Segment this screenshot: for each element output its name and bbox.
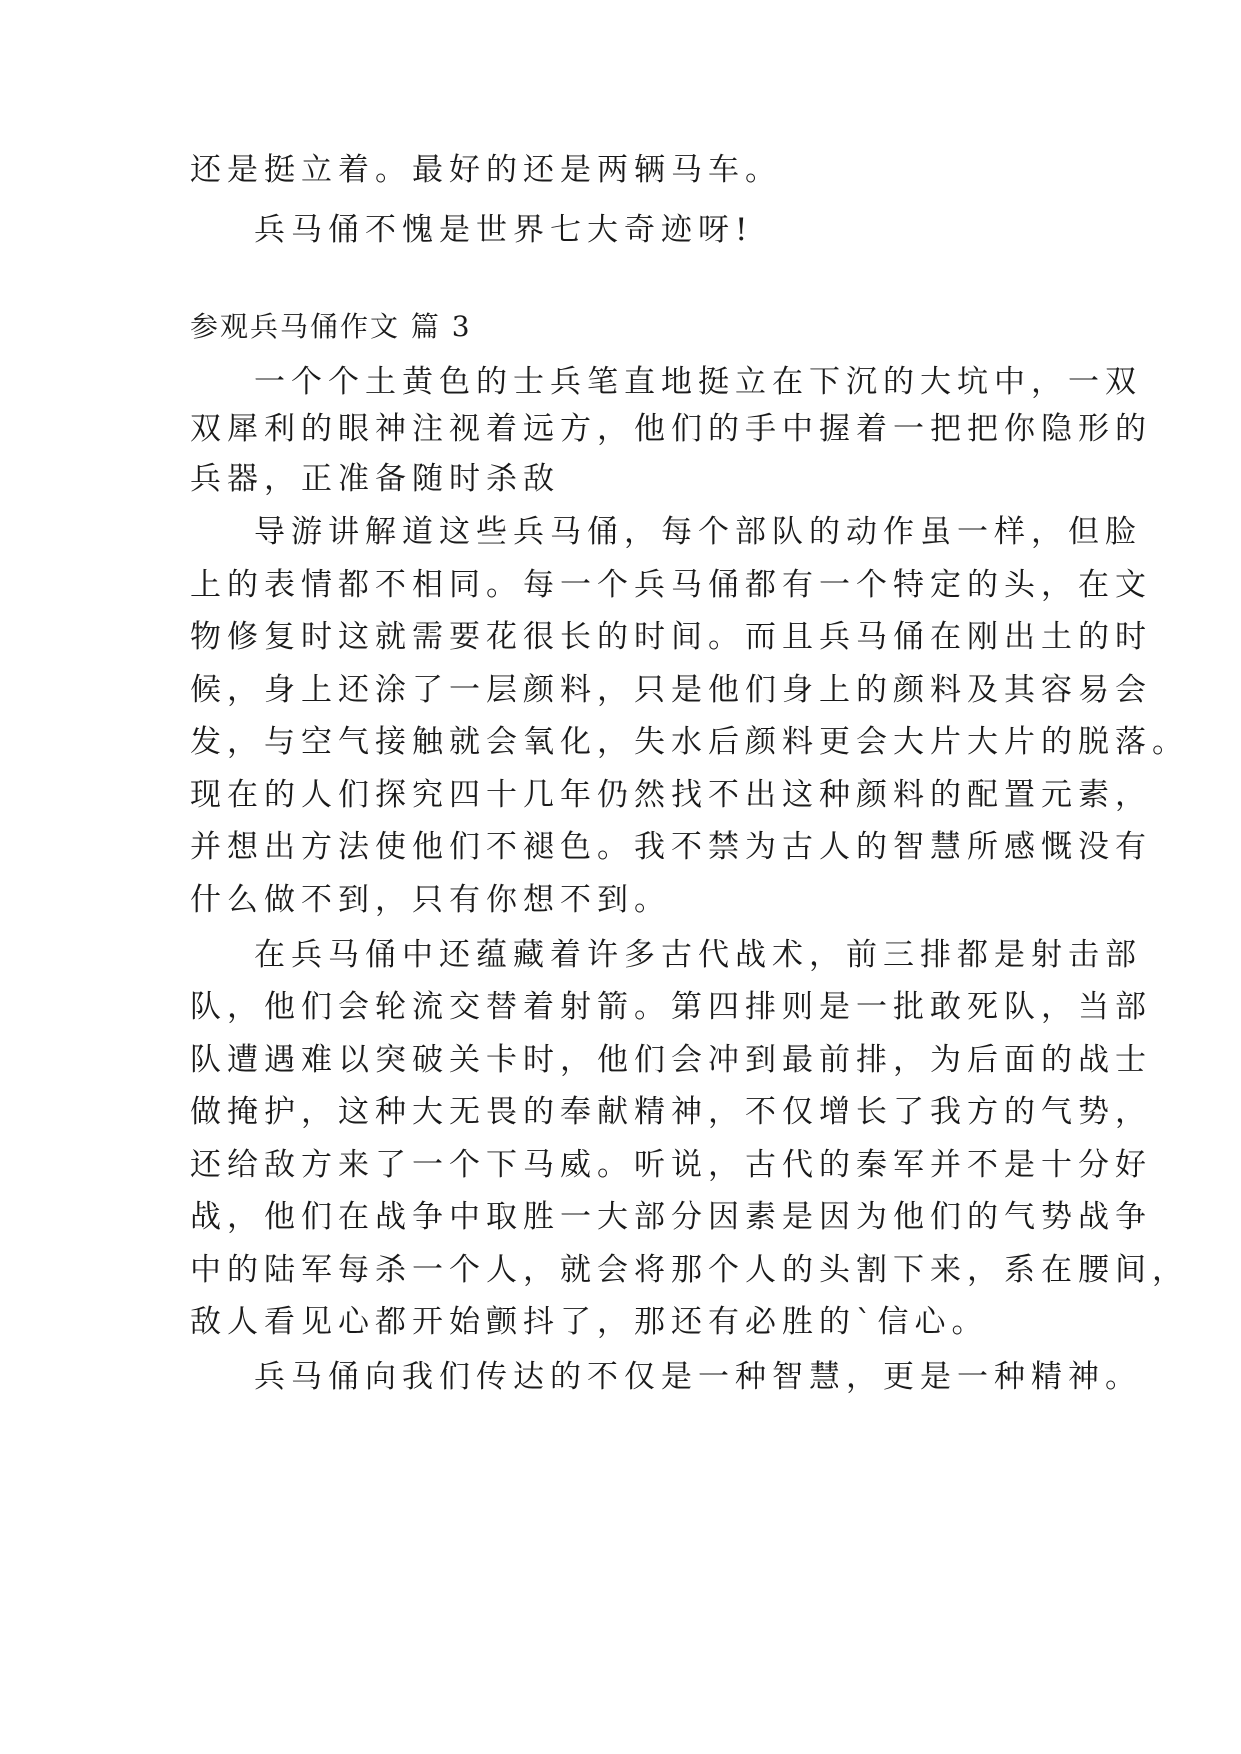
text-line: 上的表情都不相同。每一个兵马俑都有一个特定的头，在文	[190, 567, 1152, 603]
text-line: 并想出方法使他们不褪色。我不禁为古人的智慧所感慨没有	[190, 829, 1152, 865]
text-line: 兵马俑向我们传达的不仅是一种智慧，更是一种精神。	[254, 1359, 1142, 1395]
text-line: 候，身上还涂了一层颜料，只是他们身上的颜料及其容易会	[190, 672, 1152, 708]
text-line: 现在的人们探究四十几年仍然找不出这种颜料的配置元素，	[190, 777, 1152, 813]
text-line: 还给敌方来了一个下马威。听说，古代的秦军并不是十分好	[190, 1147, 1152, 1183]
text-line: 双犀利的眼神注视着远方，他们的手中握着一把把你隐形的	[190, 411, 1152, 447]
text-line: 兵马俑不愧是世界七大奇迹呀!	[254, 212, 754, 248]
text-line: 队遭遇难以突破关卡时，他们会冲到最前排，为后面的战士	[190, 1042, 1152, 1078]
section-title: 参观兵马俑作文 篇 3	[190, 310, 472, 343]
text-line: 兵器，正准备随时杀敌	[190, 461, 560, 497]
text-line: 敌人看见心都开始颤抖了，那还有必胜的`信心。	[190, 1304, 989, 1340]
text-line: 中的陆军每杀一个人，就会将那个人的头割下来，系在腰间，	[190, 1252, 1189, 1288]
text-line: 导游讲解道这些兵马俑，每个部队的动作虽一样，但脸	[254, 514, 1142, 550]
text-line: 队，他们会轮流交替着射箭。第四排则是一批敢死队，当部	[190, 989, 1152, 1025]
text-line: 战，他们在战争中取胜一大部分因素是因为他们的气势战争	[190, 1199, 1152, 1235]
text-line: 什么做不到，只有你想不到。	[190, 882, 671, 918]
document-page	[190, 0, 1189, 1754]
text-line: 还是挺立着。最好的还是两辆马车。	[190, 152, 782, 188]
text-line: 在兵马俑中还蕴藏着许多古代战术，前三排都是射击部	[254, 937, 1142, 973]
text-line: 做掩护，这种大无畏的奉献精神，不仅增长了我方的气势，	[190, 1094, 1152, 1130]
text-line: 物修复时这就需要花很长的时间。而且兵马俑在刚出土的时	[190, 619, 1152, 655]
text-line: 一个个土黄色的士兵笔直地挺立在下沉的大坑中，一双	[254, 364, 1142, 400]
text-line: 发，与空气接触就会氧化，失水后颜料更会大片大片的脱落。	[190, 724, 1189, 760]
